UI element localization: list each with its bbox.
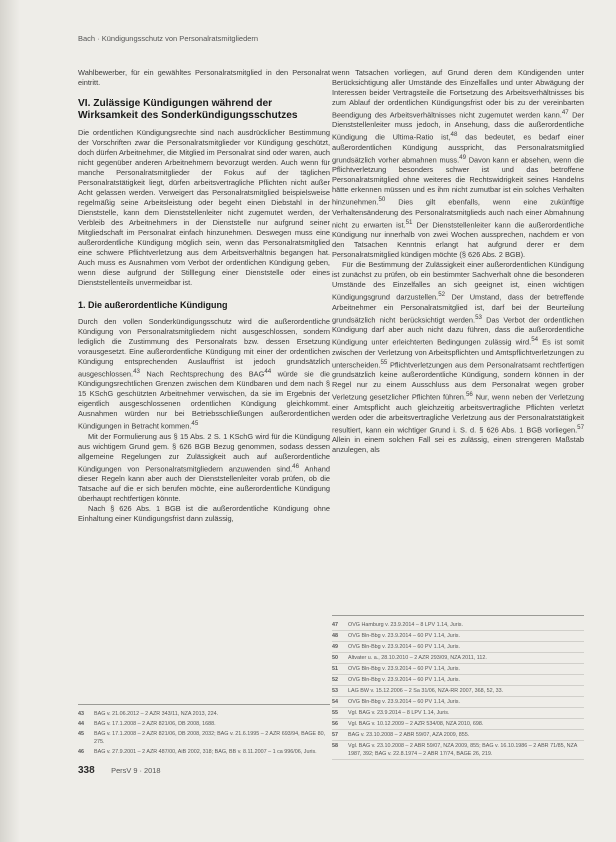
footnote-ref: 54 bbox=[531, 336, 539, 344]
journal-issue: PersV 9 · 2018 bbox=[111, 766, 161, 775]
footnote-ref: 50 bbox=[378, 196, 386, 204]
left-column bbox=[78, 68, 330, 692]
footnote-ref: 49 bbox=[459, 153, 467, 161]
footnote: 43 BAG v. 21.06.2012 – 2 AZR 343/11, NZA 2013, 224. bbox=[78, 711, 219, 717]
footnote-ref: 52 bbox=[438, 291, 446, 299]
body-paragraph: Durch den vollen Sonderkündigungsschutz wird die außerordentliche Kündigung von Personalratsmitgliedern nicht ausgeschlossen, sondern lediglich die Zustimmung des Personalrats bzw. dessen Ersetzung vorausgesetzt. Eine außerordentliche Kündigung mit einer der ordentlichen Kündigung entsprechenden Auslauffrist ist jedoch grundsätzlich ausgeschlossen.$^{43}$ Nach Rechtsprechung des BAG$^{44}$ würde sie die Kündigungsrechtlichen Grenzen zwischen dem Kündbaren und dem nach § 15 KSchG geschützten Arbeitnehmer verwischen, da sie im Ergebnis der eigentlich ausgeschlossenen ordentlichen Kündigung gleichkommt. Ausnahmen würden nur bei Betriebsschließungen außerordentlichen Kündigungen in Betracht kommen.$^{45}$ bbox=[78, 317, 330, 431]
body-paragraph: Nach § 626 Abs. 1 BGB ist die außerordentliche Kündigung ohne Einhaltung einer Kündigungsfrist dann zulässig, bbox=[78, 504, 330, 524]
footnote-rule bbox=[78, 704, 330, 705]
body-paragraph: wenn Tatsachen vorliegen, auf Grund deren dem Kündigenden unter Berücksichtigung aller Umstände des Einzelfalles und unter Abwägung der Interessen beider Vertragsteile die Fortsetzung des Arbeitsverhältnisses bis zum Ablauf der ordentlichen Kündigungsfrist oder bis zu der vereinbarten Beendigung des Arbeitsverhältnisses nicht zugemutet werden kann.$^{47}$ Der Dienststellenleiter muss jedoch, in Ansehung, dass die außerordentliche Kündigung die Ultima-Ratio ist,$^{48}$ das bedeutet, es bedarf einer außerordentlichen Kündigung ausspricht, das Personalratsmitglied grundsätzlich vorher abmahnen muss.$^{49}$ Davon kann er absehen, wenn die Pflichtverletzung besonders schwer ist und das betroffene Personalratsmitglied ohne weiteres die Rechtswidrigkeit seines Handelns hätte erkennen müssen und es ihm nicht zumutbar ist ein solches Verhalten hinzunehmen.$^{50}$ Dies gilt ebenfalls, wenn eine zukünftige Verhaltensänderung des Personalratsmitglieds auch nach einer Abmahnung nicht zu erwarten ist.$^{51}$ Der Dienststellenleiter kann die außerordentliche Kündigung nur innerhalb von zwei Wochen aussprechen, nachdem er von den Tatsachen Kenntnis erlangt hat aufgrund derer er dem Personalratsmitglied kündigen möchte (§ 626 Abs. 2 BGB). bbox=[332, 68, 584, 260]
footnote: 48 OVG Bln-Bbg v. 23.9.2014 – 60 PV 1.14, Juris. bbox=[332, 631, 584, 642]
section-paragraph: Die ordentlichen Kündigungsrechte sind nach ausdrücklicher Bestimmung der Vorschriften zwar die Personalratsmitglieder vor Kündigung geschützt, doch dürfen Arbeitnehmer, die Mitglied im Personalrat sind oder waren, auch nicht gegenüber anderen Arbeitnehmern bevorzugt werden. Auch wenn für manche Personalratsmitglieder der Fokus auf der täglichen Personalratstätigkeit liegt, dürfen arbeitsvertragliche Pflichten nicht außer Acht gelassen werden. Verweigert das Personalratsmitglied beispielsweise regelmäßig seine Arbeitsleistung oder begeht einen Diebstahl in der Dienststelle, kann dem Dienststellenleiter nicht zugemutet werden, der Verbleib des Arbeitnehmers in der Dienststelle nur aufgrund seiner Mitgliedschaft im Personalrat einfach hinzunehmen. Deswegen muss eine außerordentliche Kündigung möglich sein, wenn das Personalratsmitglied eine schwere Pflichtverletzung aus dem Arbeitsverhältnis begangen hat. Auch muss es Ausnahmen vom Verbot der ordentlichen Kündigung geben, wenn diese aufgrund der Stilllegung einer Dienststelle oder eines Dienststellenteils unvermeidbar ist. bbox=[78, 128, 330, 287]
right-column bbox=[332, 68, 584, 608]
running-head: Bach · Kündigungsschutz von Personalratsmitgliedern bbox=[78, 34, 259, 43]
footnote: 50 Altvater u. a., 28.10.2010 – 2 AZR 293/09, NZA 2011, 112. bbox=[332, 653, 584, 664]
footnote: 57 BAG v. 23.10.2008 – 2 ABR 59/07, AZA 2009, 855. bbox=[332, 730, 584, 741]
footnote: 46 BAG v. 27.9.2001 – 2 AZR 487/00, AiB 2002, 318; BAG, BB v. 8.11.2007 – 1 ca 996/06, Juris. bbox=[78, 749, 317, 755]
body-paragraph: Für die Bestimmung der Zulässigkeit einer außerordentlichen Kündigung ist zunächst zu prüfen, ob ein bestimmter Sachverhalt ohne die besonderen Umstände des Einzelfalles an sich geeignet ist, einen wichtigen Kündigungsgrund darzustellen.$^{52}$ Der Umstand, dass der betreffende Arbeitnehmer ein Personalratsmitglied ist, darf bei der Beurteilung grundsätzlich nicht berücksichtigt werden.$^{53}$ Das Verbot der ordentlichen Kündigung darf aber auch nicht dazu führen, dass die außerordentliche Kündigung unter erleichterten Bedingungen zulässig wird.$^{54}$ Es ist somit zwischen der Verletzung von Arbeitspflichten und Amtspflichtverletzungen zu unterscheiden.$^{55}$ Pflichtverletzungen aus dem Personalratsamt rechtfertigen grundsätzlich keine außerordentliche Kündigung, sondern können in der Regel nur zu einem Ausschluss aus dem Personalrat wegen grober Verletzung gesetzlicher Pflichten führen.$^{56}$ Nur, wenn neben der Verletzung einer Amtspflicht auch gleichzeitig arbeitsvertragliche Pflichten verletzt werden oder die arbeitsvertragliche Verletzung aus der Personalratstätigkeit resultiert, kann ein wichtiger Grund i. S. d. § 626 Abs. 1 BGB vorliegen.$^{57}$ Allein in einem solchen Fall sei es zulässig, einen strengeren Maßstab anzulegen, als bbox=[332, 260, 584, 455]
footnote-ref: 45 bbox=[191, 420, 199, 428]
footnote: 49 OVG Bln-Bbg v. 23.9.2014 – 60 PV 1.14, Juris. bbox=[332, 642, 584, 653]
footnote-ref: 56 bbox=[465, 391, 473, 399]
footnote: 53 LAG BW v. 15.12.2006 – 2 Sa 31/06, NZA-RR 2007, 368, 52, 33. bbox=[332, 686, 584, 697]
section-heading: VI. Zulässige Kündigungen während der Wirksamkeit des Sonderkündigungsschutzes bbox=[78, 98, 298, 121]
footnote-ref: 48 bbox=[450, 131, 458, 139]
footnote-rule bbox=[332, 615, 584, 616]
body-paragraph: Mit der Formulierung aus § 15 Abs. 2 S. 1 KSchG wird für die Kündigung aus wichtigem Grund gem. § 626 BGB Bezug genommen, sodass dessen allgemeine Regelungen zur Zulässigkeit auch auf außerordentliche Kündigungen von Personalratsmitgliedern anzuwenden sind.$^{46}$ Anhand dieser Regeln kann aber auch der Dienststellenleiter vorab prüfen, ob die Tatsache auf die er sich berufen möchte, eine außerordentliche Kündigung überhaupt rechtfertigen könnte. bbox=[78, 431, 330, 504]
page-number: 338 bbox=[78, 765, 95, 776]
footnote: 45 BAG v. 17.1.2008 – 2 AZR 821/06, DB 2008, 2032; BAG v. 21.6.1995 – 2 AZR 693/94, BAGE 80, 275. bbox=[78, 731, 326, 745]
footnotes-left bbox=[78, 704, 330, 757]
footnote: 58 Vgl. BAG v. 23.10.2008 – 2 ABR 59/07, NZA 2009, 855; BAG v. 16.10.1986 – 2 ABR 71/85, NZA 1987, 392; BAG v. 22.8.1974 – 2 ABR 17/74, BAGE 26, 219. bbox=[332, 741, 584, 760]
intro-paragraph: Wahlbewerber, für ein gewähltes Personalratsmitglied in den Personalrat eintritt. bbox=[78, 68, 330, 87]
footnote: 54 OVG Bln-Bbg v. 23.9.2014 – 60 PV 1.14, Juris. bbox=[332, 697, 584, 708]
footnote: 52 OVG Bln-Bbg v. 23.9.2014 – 60 PV 1.14, Juris. bbox=[332, 675, 584, 686]
footnote: 51 OVG Bln-Bbg v. 23.9.2014 – 60 PV 1.14, Juris. bbox=[332, 664, 584, 675]
footnote-ref: 53 bbox=[475, 313, 482, 321]
footnote-ref: 51 bbox=[405, 218, 413, 226]
footnote-ref: 46 bbox=[292, 462, 300, 470]
footnotes-right bbox=[332, 615, 584, 760]
footnote: 47 OVG Hamburg v. 23.9.2014 – 8 LPV 1.14, Juris. bbox=[332, 620, 584, 631]
footnote: 56 Vgl. BAG v. 10.12.2009 – 2 AZR 534/08, NZA 2010, 698. bbox=[332, 719, 584, 730]
page-footer bbox=[78, 760, 548, 774]
subsection-heading: 1. Die außerordentliche Kündigung bbox=[78, 300, 228, 310]
footnote-ref: 47 bbox=[561, 109, 569, 116]
footnote: 55 Vgl. BAG v. 23.9.2014 – 8 LPV 1.14, Juris. bbox=[332, 708, 584, 719]
footnote-ref: 55 bbox=[380, 358, 388, 366]
footnote-ref: 43 bbox=[133, 368, 140, 375]
footnote-ref: 57 bbox=[577, 423, 584, 431]
footnote: 44 BAG v. 17.1.2008 – 2 AZR 821/06, DB 2008, 1688. bbox=[78, 721, 216, 727]
footnote-ref: 44 bbox=[264, 368, 272, 375]
